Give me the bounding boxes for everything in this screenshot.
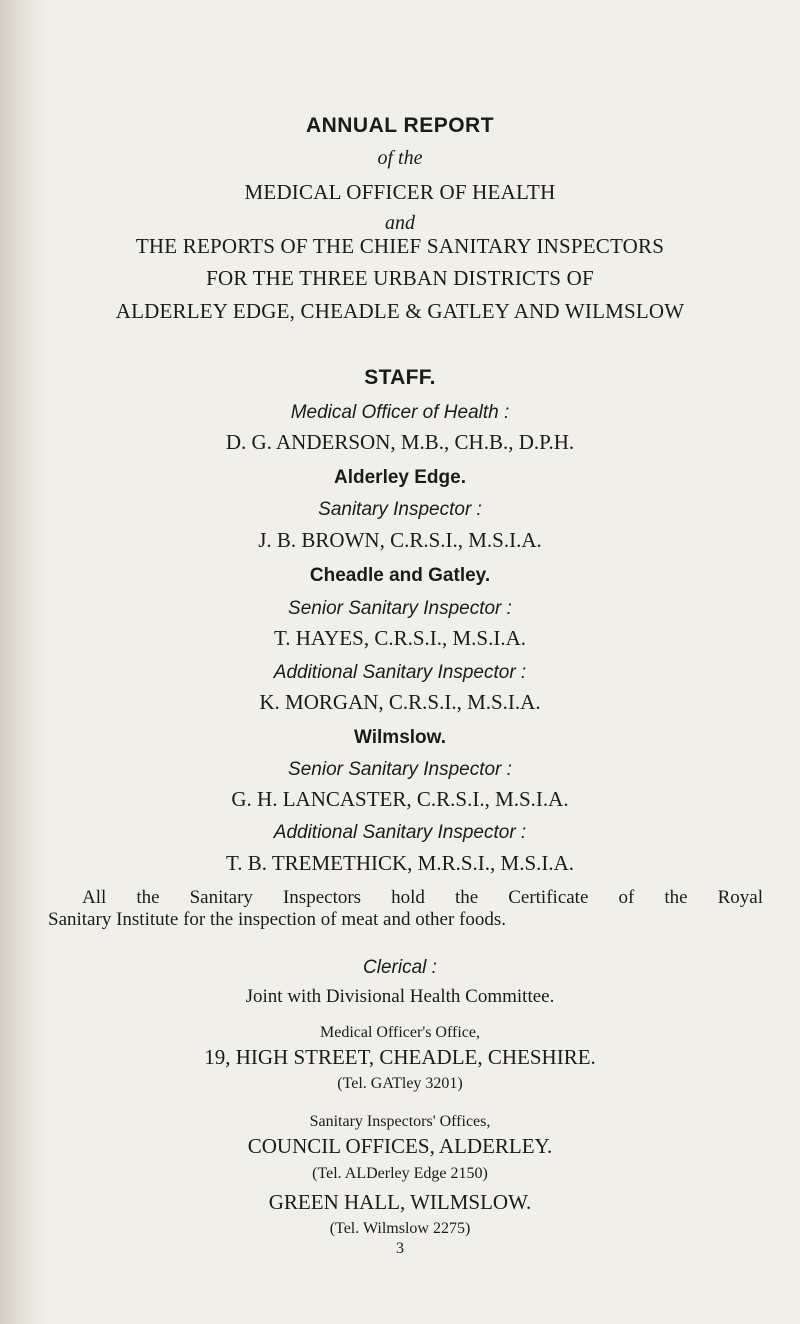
- title-chief-sanitary-inspectors: THE REPORTS OF THE CHIEF SANITARY INSPECTORS: [135, 234, 665, 258]
- report-title: ANNUAL REPORT: [305, 114, 495, 137]
- green-hall-address: GREEN HALL, WILMSLOW.: [268, 1190, 532, 1214]
- staff-heading: STAFF.: [364, 366, 436, 389]
- si-offices-label: Sanitary Inspectors' Offices,: [309, 1113, 491, 1130]
- alderley-name: J. B. BROWN, C.R.S.I., M.S.I.A.: [258, 528, 542, 552]
- wilmslow-additional-name: T. B. TREMETHICK, M.R.S.I., M.S.I.A.: [225, 851, 575, 875]
- title-connector-and: and: [385, 212, 415, 234]
- moh-role: Medical Officer of Health :: [290, 402, 510, 423]
- council-offices-address: COUNCIL OFFICES, ALDERLEY.: [247, 1134, 553, 1158]
- title-district-names: ALDERLEY EDGE, CHEADLE & GATLEY AND WILMSLOW: [115, 299, 685, 323]
- alderley-role: Sanitary Inspector :: [318, 499, 482, 520]
- cheadle-additional-name: K. MORGAN, C.R.S.I., M.S.I.A.: [259, 690, 541, 714]
- wilmslow-senior-role: Senior Sanitary Inspector :: [288, 759, 512, 780]
- title-connector-of-the: of the: [377, 147, 423, 169]
- district-cheadle-gatley: Cheadle and Gatley.: [309, 565, 491, 586]
- district-alderley-edge: Alderley Edge.: [334, 467, 466, 488]
- clerical-role: Clerical :: [363, 957, 437, 978]
- moh-office-label: Medical Officer's Office,: [320, 1024, 480, 1041]
- certificate-note-line-1: All the Sanitary Inspectors hold the Certificate of the Royal: [82, 887, 763, 908]
- moh-office-address: 19, HIGH STREET, CHEADLE, CHESHIRE.: [204, 1045, 596, 1069]
- cheadle-senior-name: T. HAYES, C.R.S.I., M.S.I.A.: [273, 626, 527, 650]
- moh-name: D. G. ANDERSON, M.B., CH.B., D.P.H.: [225, 430, 575, 454]
- title-three-urban-districts: FOR THE THREE URBAN DISTRICTS OF: [206, 266, 594, 290]
- page-number: 3: [396, 1240, 404, 1257]
- wilmslow-additional-role: Additional Sanitary Inspector :: [273, 822, 527, 843]
- wilmslow-senior-name: G. H. LANCASTER, C.R.S.I., M.S.I.A.: [231, 787, 569, 811]
- moh-office-tel: (Tel. GATley 3201): [337, 1075, 463, 1092]
- cheadle-senior-role: Senior Sanitary Inspector :: [288, 598, 512, 619]
- council-offices-tel: (Tel. ALDerley Edge 2150): [312, 1165, 488, 1182]
- green-hall-tel: (Tel. Wilmslow 2275): [329, 1220, 471, 1237]
- clerical-text: Joint with Divisional Health Committee.: [245, 986, 555, 1007]
- cheadle-additional-role: Additional Sanitary Inspector :: [273, 662, 527, 683]
- title-medical-officer: MEDICAL OFFICER OF HEALTH: [244, 180, 556, 204]
- certificate-note-line-2: Sanitary Institute for the inspection of meat and other foods.: [48, 909, 506, 930]
- district-wilmslow: Wilmslow.: [353, 727, 447, 748]
